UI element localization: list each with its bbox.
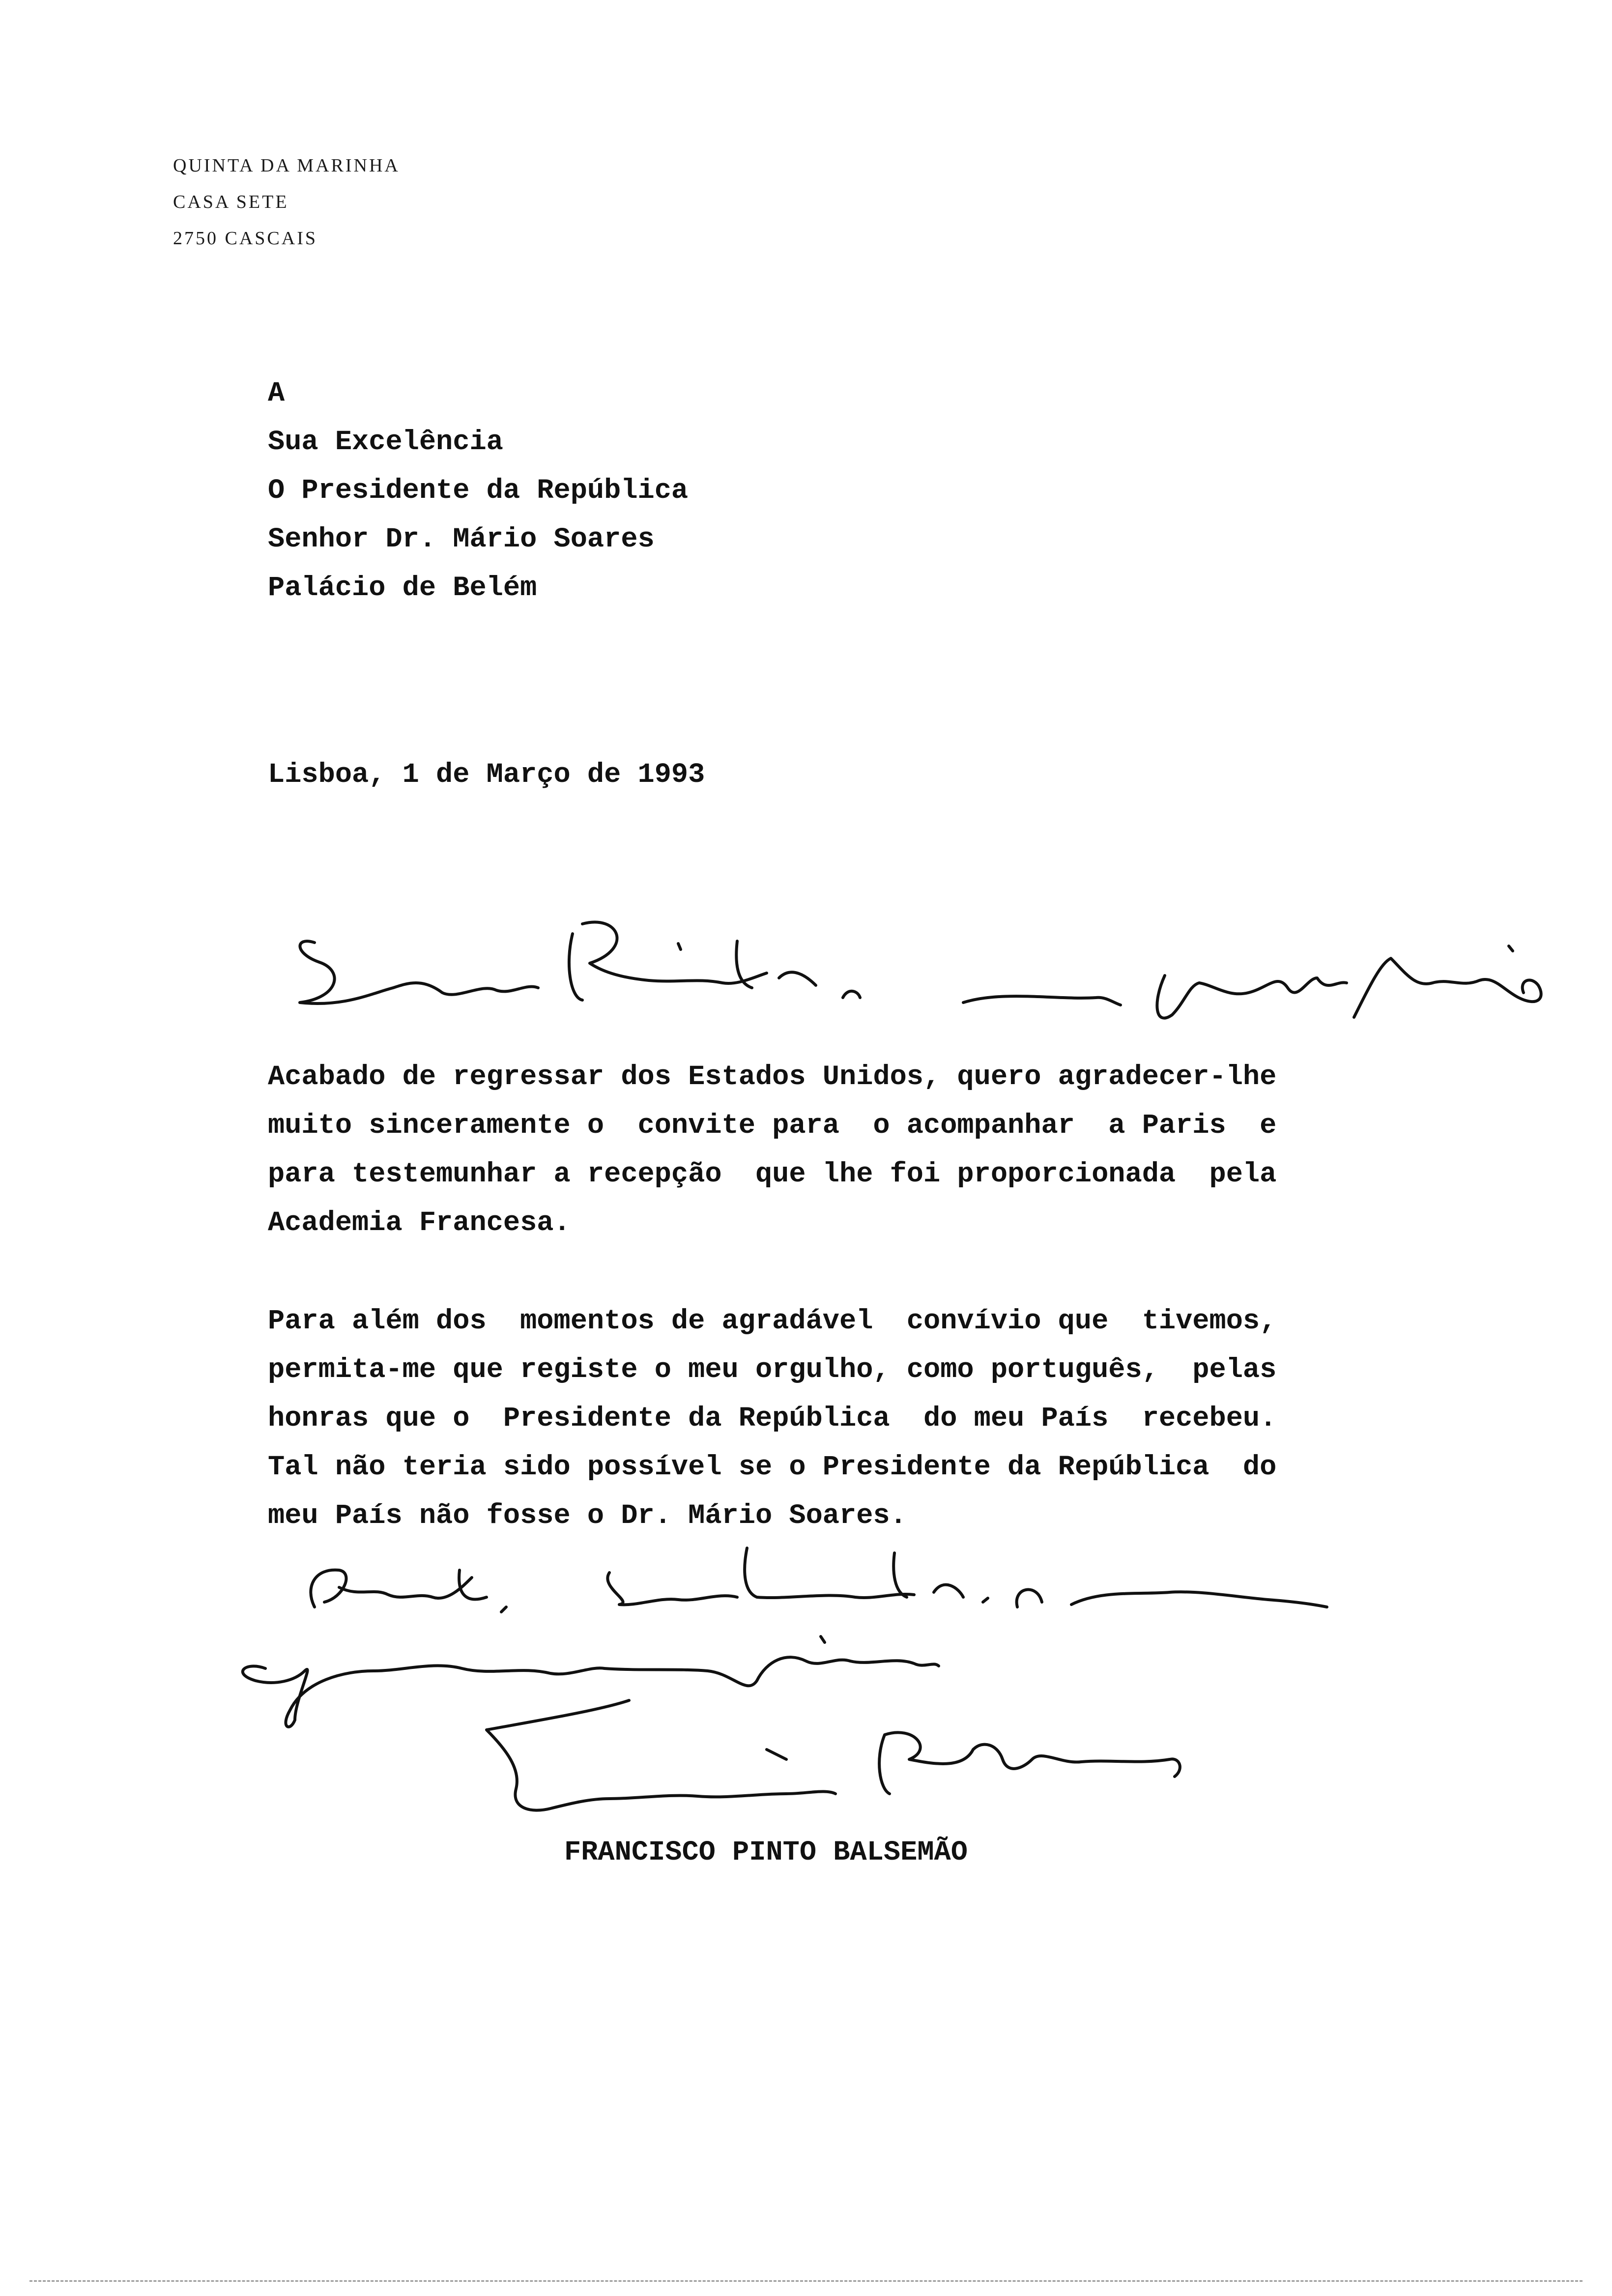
letter-date: Lisboa, 1 de Março de 1993 [268,759,705,791]
letterhead-line-house: CASA SETE [173,192,289,212]
recipient-line-excellency: Sua Excelência [268,427,503,458]
recipient-line-palace: Palácio de Belém [268,573,537,604]
signer-name: FRANCISCO PINTO BALSEMÃO [564,1837,968,1868]
paragraph-2-line-4: Tal não teria sido possível se o Presidente da República do [268,1452,1277,1483]
letterhead-line-postcode: 2750 CASCAIS [173,228,317,249]
page-bottom-edge [29,2280,1583,2282]
paragraph-2-line-2: permita-me que registe o meu orgulho, como português, pelas [268,1354,1277,1386]
paragraph-2-line-1: Para além dos momentos de agradável convívio que tivemos, [268,1306,1277,1337]
recipient-line-title: O Presidente da República [268,475,689,507]
paragraph-1-line-1: Acabado de regressar dos Estados Unidos, quero agradecer-lhe [268,1062,1277,1093]
recipient-line-a: A [268,378,285,409]
paragraph-1-line-3: para testemunhar a recepção que lhe foi proporcionada pela [268,1159,1277,1190]
recipient-line-name: Senhor Dr. Mário Soares [268,524,655,555]
paragraph-2-line-5: meu País não fosse o Dr. Mário Soares. [268,1500,907,1532]
letterhead-line-estate: QUINTA DA MARINHA [173,155,400,176]
paragraph-1-line-2: muito sinceramente o convite para o acompanhar a Paris e [268,1110,1277,1142]
paragraph-2-line-3: honras que o Presidente da República do meu País recebeu. [268,1403,1277,1435]
paragraph-1-line-4: Academia Francesa. [268,1207,571,1239]
